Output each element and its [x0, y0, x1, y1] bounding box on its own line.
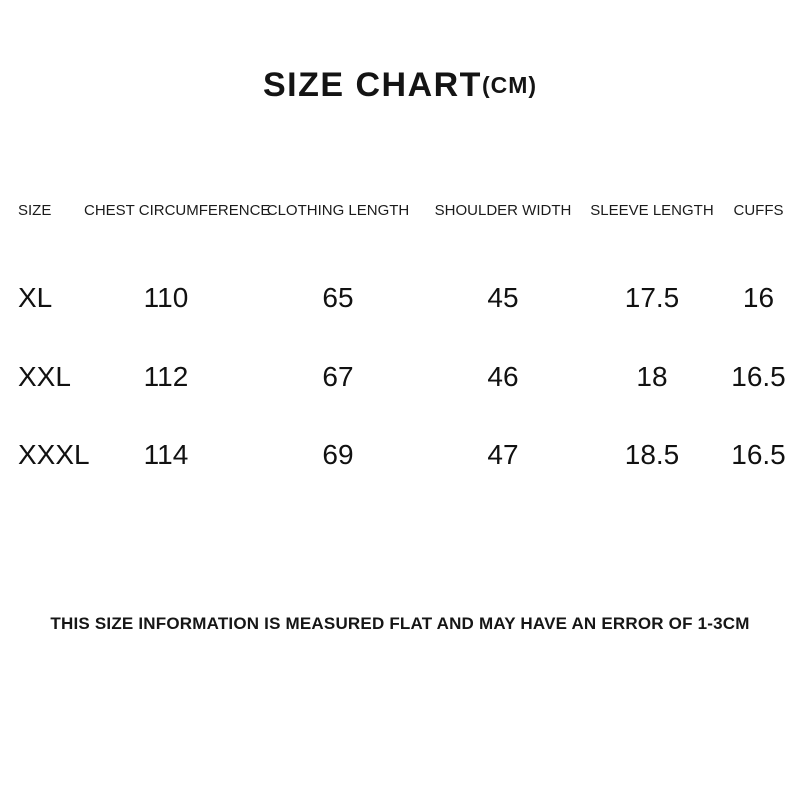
cell-cuffs: 16 — [742, 282, 775, 313]
table-header-row — [18, 201, 795, 221]
page-title — [0, 62, 800, 108]
header-size: SIZE — [18, 202, 52, 219]
cell-shoulder: 47 — [487, 439, 519, 470]
cell-sleeve: 18.5 — [624, 439, 680, 470]
table-row-xxxl — [18, 438, 795, 472]
header-chest-circumference: CHEST CIRCUMFERENCE — [84, 202, 271, 219]
table-row-xxl — [18, 360, 795, 394]
cell-length: 67 — [322, 361, 354, 392]
cell-shoulder: 45 — [487, 282, 519, 313]
cell-chest: 112 — [143, 361, 189, 392]
title-unit-text: (CM) — [481, 71, 538, 98]
header-shoulder-width: SHOULDER WIDTH — [434, 202, 572, 219]
header-sleeve-length: SLEEVE LENGTH — [590, 202, 714, 219]
header-cuffs: CUFFS — [733, 202, 784, 219]
cell-size: XXXL — [18, 439, 90, 470]
cell-length: 65 — [322, 282, 354, 313]
measurement-disclaimer: THIS SIZE INFORMATION IS MEASURED FLAT AND MAY HAVE AN ERROR OF 1-3CM — [50, 614, 750, 633]
header-clothing-length: CLOTHING LENGTH — [266, 202, 410, 219]
cell-size: XL — [18, 282, 53, 313]
title-text: SIZE CHART — [262, 65, 482, 104]
cell-chest: 114 — [143, 439, 189, 470]
table-row-xl — [18, 281, 795, 315]
cell-sleeve: 18 — [636, 361, 668, 392]
cell-cuffs: 16.5 — [731, 439, 786, 470]
cell-length: 69 — [322, 439, 354, 470]
cell-cuffs: 16.5 — [731, 361, 786, 392]
cell-chest: 110 — [143, 282, 189, 313]
cell-shoulder: 46 — [487, 361, 519, 392]
cell-size: XXL — [18, 361, 71, 392]
cell-sleeve: 17.5 — [624, 282, 680, 313]
